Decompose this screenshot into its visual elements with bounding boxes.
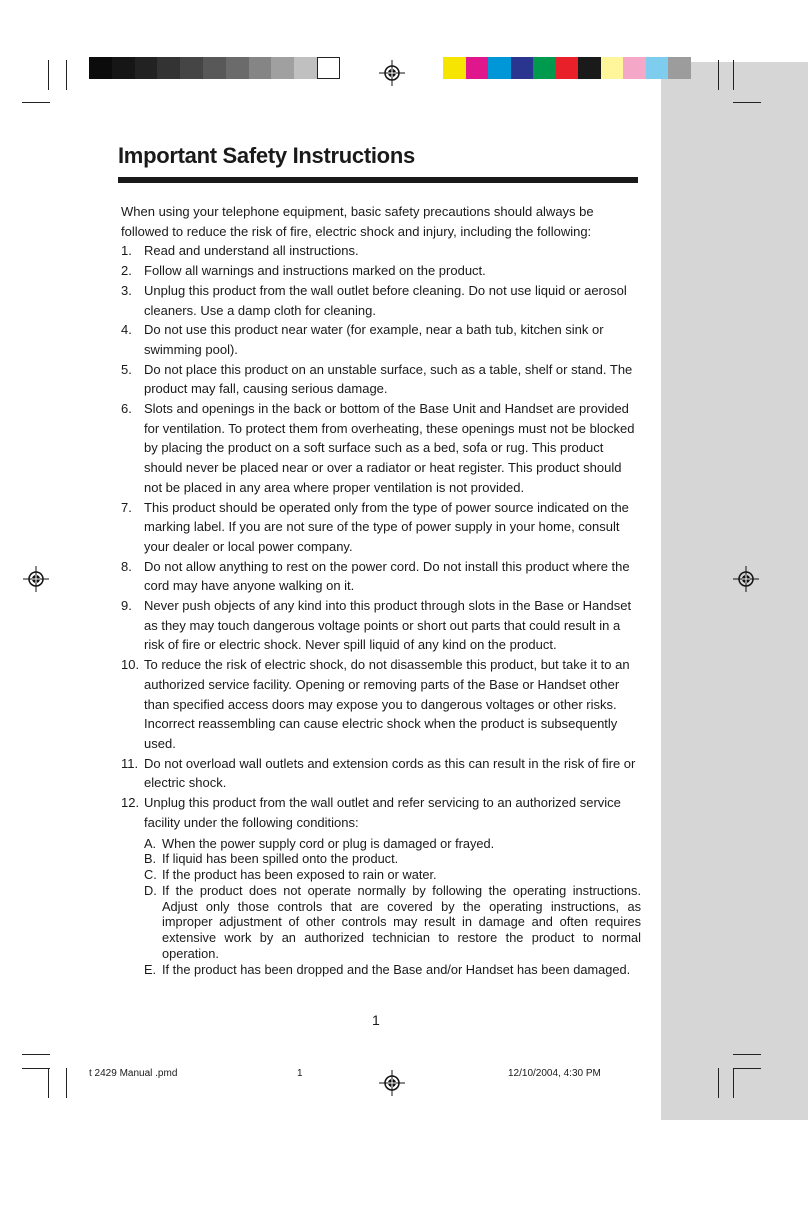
color-swatch <box>226 57 249 79</box>
title-rule <box>118 177 638 183</box>
list-item-text: To reduce the risk of electric shock, do not disassemble this product, but take it to an authorized service facility. Opening or removing parts of the Base or Handset other than specified access doors may expose you to dangerous voltages or other risks. Incorrect reassembling can cause electric shock when the product is subsequently used. <box>144 657 630 751</box>
sub-list-item <box>144 962 641 978</box>
list-item-number: 7. <box>121 499 132 515</box>
list-item-number: 5. <box>121 361 132 377</box>
list-item-text: Follow all warnings and instructions marked on the product. <box>144 263 486 279</box>
list-item-text: Do not place this product on an unstable surface, such as a table, shelf or stand. The product may fall, causing serious damage. <box>144 361 633 397</box>
list-item <box>121 281 641 320</box>
list-item <box>121 498 641 557</box>
crop-mark <box>48 1068 49 1098</box>
intro-paragraph: When using your telephone equipment, basic safety precautions should always be followed to reduce the risk of fire, electric shock and injury, including the following: <box>121 204 594 239</box>
list-item-number: 9. <box>121 598 132 614</box>
color-swatch <box>157 57 180 79</box>
crop-mark <box>48 60 49 90</box>
color-swatch <box>317 57 340 79</box>
color-swatch <box>294 57 317 79</box>
sub-list-item-text: If the product does not operate normally by following the operating instructions. Adjust only those controls that are covered by the operating instructions, as improper adjustment of other controls may result in damage and often requires extensive work by an authorized technician to restore the product to normal operation. <box>162 882 641 962</box>
sub-list-item-text: If the product has been dropped and the Base and/or Handset has been damaged. <box>162 961 631 977</box>
color-swatch <box>89 57 112 79</box>
color-swatch <box>646 57 669 79</box>
crop-mark <box>733 1068 734 1098</box>
page-number: 1 <box>372 1012 380 1028</box>
list-item-number: 1. <box>121 243 132 259</box>
crop-mark <box>66 1068 67 1098</box>
color-swatch <box>533 57 556 79</box>
color-swatch <box>135 57 158 79</box>
list-item-text: This product should be operated only from the type of power source indicated on the marking label. If you are not sure of the type of power supply in your home, consult your dealer or local power company. <box>144 499 629 554</box>
crop-mark <box>718 60 719 90</box>
color-swatch <box>601 57 624 79</box>
list-item <box>121 320 641 359</box>
crop-mark <box>733 1068 761 1069</box>
list-item-text: Do not allow anything to rest on the power cord. Do not install this product where the cord may have anyone walking on it. <box>144 558 630 594</box>
color-swatch <box>112 57 135 79</box>
color-swatch <box>271 57 294 79</box>
list-item-number: 10. <box>121 657 140 673</box>
color-swatch <box>203 57 226 79</box>
crop-mark <box>22 102 50 103</box>
list-item-number: 6. <box>121 401 132 417</box>
list-item-number: 3. <box>121 282 132 298</box>
sub-list-item <box>144 867 641 883</box>
list-item-text: Unplug this product from the wall outlet before cleaning. Do not use liquid or aerosol cleaners. Use a damp cloth for cleaning. <box>144 282 627 318</box>
color-swatch <box>249 57 272 79</box>
footer-filename: t 2429 Manual .pmd <box>89 1068 178 1079</box>
color-swatch <box>556 57 579 79</box>
list-item <box>121 655 641 754</box>
list-item-text: Do not use this product near water (for example, near a bath tub, kitchen sink or swimming pool). <box>144 322 604 357</box>
list-item-number: 4. <box>121 322 132 338</box>
color-swatch <box>668 57 691 79</box>
list-item <box>121 261 641 281</box>
list-item-text: Never push objects of any kind into this product through slots in the Base or Handset as they may touch dangerous voltage points or short out parts that could result in a risk of fire or electric shock. Never spill liquid of any kind on the product. <box>144 598 632 653</box>
list-item-text: Slots and openings in the back or bottom of the Base Unit and Handset are provided for ventilation. To protect them from overheating, these openings must not be blocked by placing the product on a soft surface such as a bed, sofa or rug. This product should never be placed near or over a radiator or heat register. This product should not be placed in any area where proper ventilation is not provided. <box>144 401 635 495</box>
sub-list-item-text: When the power supply cord or plug is damaged or frayed. <box>162 835 495 851</box>
list-item <box>121 557 641 596</box>
instructions-body <box>121 202 641 978</box>
list-item-number: 2. <box>121 263 132 279</box>
registration-mark-icon <box>23 566 49 592</box>
color-swatch <box>623 57 646 79</box>
color-swatch <box>443 57 466 79</box>
color-swatch <box>488 57 511 79</box>
service-conditions-list <box>144 836 641 978</box>
crop-mark <box>22 1068 50 1069</box>
list-item-text: Read and understand all instructions. <box>144 243 359 259</box>
page-title: Important Safety Instructions <box>118 143 415 168</box>
registration-mark-icon <box>379 60 405 86</box>
crop-mark <box>22 1054 50 1055</box>
color-swatch <box>180 57 203 79</box>
footer-page: 1 <box>297 1068 303 1079</box>
sub-list-item-text: If liquid has been spilled onto the product. <box>162 851 399 867</box>
crop-mark <box>733 1054 761 1055</box>
crop-mark <box>66 60 67 90</box>
list-item-number: 11. <box>121 755 139 771</box>
list-item <box>121 360 641 399</box>
list-item-number: 12. <box>121 795 140 811</box>
sub-list-item-letter: A. <box>144 835 157 851</box>
color-swatch <box>511 57 534 79</box>
sub-list-item <box>144 836 641 852</box>
list-item <box>121 793 641 832</box>
sub-list-item <box>144 883 641 962</box>
list-item <box>121 754 641 793</box>
crop-mark <box>718 1068 719 1098</box>
sub-list-item-letter: C. <box>144 867 157 883</box>
list-item-number: 8. <box>121 558 132 574</box>
sub-list-item-text: If the product has been exposed to rain or water. <box>162 867 437 883</box>
instruction-list <box>121 241 641 832</box>
registration-mark-icon <box>733 566 759 592</box>
footer-timestamp: 12/10/2004, 4:30 PM <box>508 1068 601 1079</box>
color-swatch <box>466 57 489 79</box>
sub-list-item-letter: D. <box>144 882 157 898</box>
list-item <box>121 399 641 498</box>
list-item <box>121 241 641 261</box>
crop-mark <box>733 102 761 103</box>
list-item-text: Do not overload wall outlets and extension cords as this can result in the risk of fire or electric shock. <box>144 755 636 791</box>
crop-mark <box>733 60 734 90</box>
registration-mark-icon <box>379 1070 405 1096</box>
sub-list-item <box>144 851 641 867</box>
color-swatch <box>578 57 601 79</box>
list-item <box>121 596 641 655</box>
sub-list-item-letter: B. <box>144 851 157 867</box>
list-item-text: Unplug this product from the wall outlet and refer servicing to an authorized service facility under the following conditions: <box>144 795 621 830</box>
sub-list-item-letter: E. <box>144 961 157 977</box>
